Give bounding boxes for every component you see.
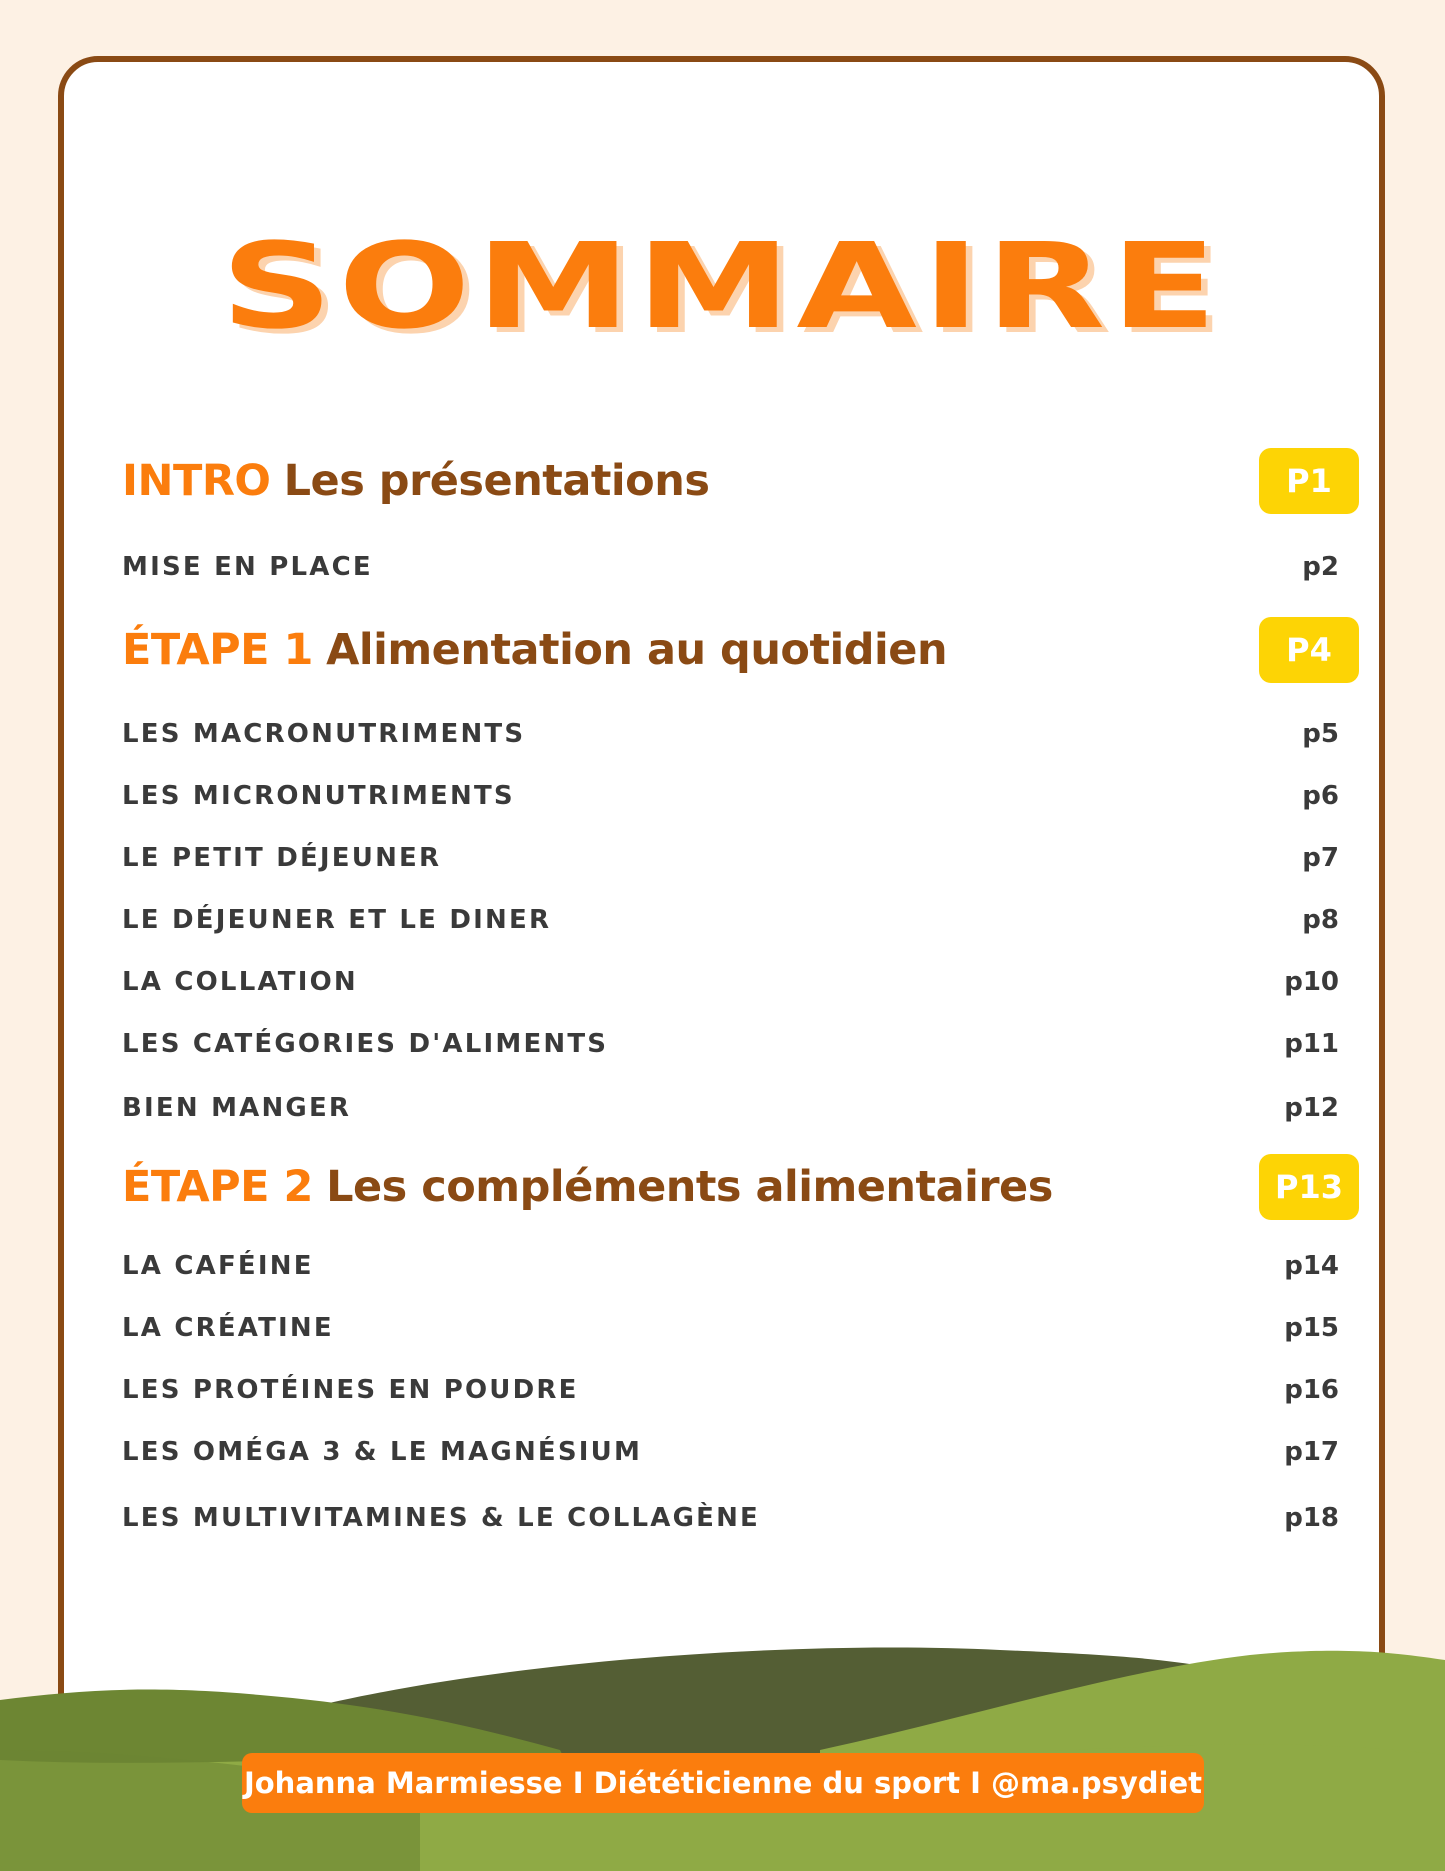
toc-item[interactable] [122, 1369, 1359, 1409]
section-keyword: ÉTAPE 1 [122, 625, 313, 675]
section-name: Les présentations [283, 456, 710, 506]
toc-item[interactable] [122, 899, 1359, 939]
toc-item-page: p12 [1284, 1093, 1339, 1123]
toc-item[interactable] [122, 1245, 1359, 1285]
footer-credit: Johanna Marmiesse I Diététicienne du sport I @ma.psydiet [242, 1753, 1204, 1813]
toc-item[interactable] [122, 1023, 1359, 1063]
toc-item-page: p14 [1284, 1251, 1339, 1281]
toc-item[interactable] [122, 1497, 1359, 1537]
section-page-badge: P1 [1259, 448, 1359, 514]
toc-item[interactable] [122, 775, 1359, 815]
toc-item-label: LA COLLATION [122, 967, 358, 997]
toc-item-label: MISE EN PLACE [122, 552, 373, 582]
toc-item-label: LE DÉJEUNER ET LE DINER [122, 905, 552, 935]
toc-item-label: LES OMÉGA 3 & LE MAGNÉSIUM [122, 1437, 643, 1467]
toc-item-label: LES MICRONUTRIMENTS [122, 781, 515, 811]
toc-item-label: LES MULTIVITAMINES & LE COLLAGÈNE [122, 1503, 761, 1533]
toc-item-page: p11 [1284, 1029, 1339, 1059]
toc-item-page: p16 [1284, 1375, 1339, 1405]
hills-illustration [0, 1600, 1445, 1871]
toc-item-page: p6 [1302, 781, 1339, 811]
section-page-badge: P4 [1259, 617, 1359, 683]
toc-item-page: p17 [1284, 1437, 1339, 1467]
toc-item-page: p7 [1302, 843, 1339, 873]
toc-card [58, 56, 1385, 1776]
section-intro[interactable] [122, 448, 1359, 514]
toc-item-label: LA CAFÉINE [122, 1251, 314, 1281]
toc-item-page: p10 [1284, 967, 1339, 997]
toc-item-page: p2 [1302, 552, 1339, 582]
toc-item-page: p18 [1284, 1503, 1339, 1533]
toc-item-label: LE PETIT DÉJEUNER [122, 843, 442, 873]
section-page-badge: P13 [1259, 1154, 1359, 1220]
toc-item[interactable] [122, 1431, 1359, 1471]
section-name: Les compléments alimentaires [326, 1162, 1053, 1212]
toc-item-label: BIEN MANGER [122, 1093, 352, 1123]
section-title [122, 625, 947, 675]
toc-item[interactable] [122, 961, 1359, 1001]
toc-item-label: LES CATÉGORIES D'ALIMENTS [122, 1029, 609, 1059]
toc-item[interactable] [122, 546, 1359, 586]
section-name: Alimentation au quotidien [326, 625, 948, 675]
toc-item-page: p8 [1302, 905, 1339, 935]
toc-item[interactable] [122, 837, 1359, 877]
section-etape-2[interactable] [122, 1154, 1359, 1220]
toc-item-page: p5 [1302, 719, 1339, 749]
section-title [122, 1162, 1053, 1212]
section-etape-1[interactable] [122, 617, 1359, 683]
toc-item-label: LES PROTÉINES EN POUDRE [122, 1375, 579, 1405]
toc-item-page: p15 [1284, 1313, 1339, 1343]
toc-item-label: LES MACRONUTRIMENTS [122, 719, 526, 749]
section-title [122, 456, 709, 506]
section-keyword: ÉTAPE 2 [122, 1162, 313, 1212]
toc-item[interactable] [122, 1307, 1359, 1347]
toc-item[interactable] [122, 713, 1359, 753]
page-title: SOMMAIRE [220, 217, 1223, 355]
toc-item-label: LA CRÉATINE [122, 1313, 334, 1343]
toc-item[interactable] [122, 1087, 1359, 1127]
section-keyword: INTRO [122, 456, 271, 506]
